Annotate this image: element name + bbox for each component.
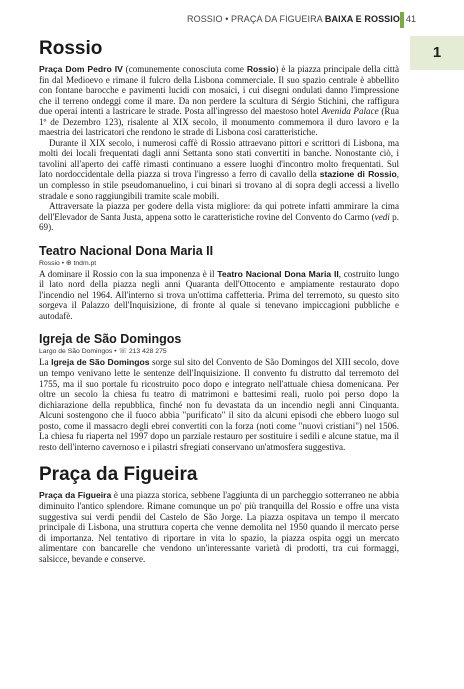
main-content — [39, 30, 399, 564]
figueira-paragraph: Praça da Figueira è una piazza storica, sebbene l'aggiunta di un parcheggio sotterraneo ne abbia diminuito l'antico splendore. Rimane comunque un po' più tranquilla del Rossio e offre una vista suggestiva sui verdi pendii del Castelo de São Jorge. La piazza ospitava un tempo il mercato principale di Lisbona, una struttura coperta che venne demolita nel 1950 quando il mercato perse di importanza. Nel tentativo di riportare in vita lo spazio, la piazza ospita oggi un mercato alimentare con bancarelle che vendono un'interessante varietà di prodotti, tra cui formaggi, salsicce, bevande e conserve. — [39, 490, 399, 564]
rossio-paragraph-1: Praça Dom Pedro IV (comunemente conosciuta come Rossio) è la piazza principale della città fin dal Medioevo e rimane il fulcro della Lisbona commerciale. Il suo spazio centrale è abbellito con fontane barocche e pavimenti lucidi con mosaici, i cui disegni ondulati danno l'impressione che il terreno ondeggi come il mare. Da non perdere la scultura di Sérgio Stichini, che raffigura due operai intenti a lastricare le strade. Posta all'ingresso del maestoso hotel Avenida Palace (Rua 1º de Dezembro 123), risalente al XIX secolo, il monumento commemora il duro lavoro e la maestria dei lastricatori che rendono le strade di Lisbona così caratteristiche. — [39, 64, 400, 138]
rossio-paragraph-2: Durante il XIX secolo, i numerosi caffè di Rossio attraevano pittori e scrittori di Lisbona, ma molti dei locali frequentati dagli anni Settanta sono stati convertiti in banche. Nonostante ciò, i tavolini all'aperto dei caffè rimasti continuano a essere luoghi d'incontro molto frequentati. Sul lato nordoccidentale della piazza si trova l'ingresso a ferro di cavallo della stazione di Rossio, un complesso in stile pseudomanuelino, i cui binari si trovano al di sopra degli accessi a livello stradale e sono raggiungibili tramite scale mobili. — [39, 137, 400, 201]
teatro-paragraph: A dominare il Rossio con la sua imponenza è il Teatro Nacional Dona Maria II, costruito lungo il lato nord della piazza negli anni Quaranta dell'Ottocento e ampiamente restaurato dopo l'incendio nel 1964. All'interno si trova un'ottima caffetteria. Prima del terremoto, su questo sito sorgeva il Palazzo dell'Inquisizione, di fronte al quale si tenevano impiccagioni pubbliche e autodafè. — [39, 268, 399, 321]
chapter-tab — [410, 36, 464, 70]
running-head-chapter: BAIXA E ROSSIO — [324, 14, 400, 24]
igreja-address: Largo de São Domingos • ☏ 213 428 275 — [39, 348, 167, 356]
section-title-rossio: Rossio — [39, 38, 103, 59]
section-title-figueira: Praça da Figueira — [39, 464, 198, 486]
accent-bar — [400, 12, 404, 28]
section-title-igreja: Igreja de São Domingos — [39, 332, 182, 347]
running-head-section: ROSSIO • PRAÇA DA FIGUEIRA — [187, 14, 323, 24]
teatro-address: Rossio • ⊕ tndm.pt — [39, 259, 97, 267]
igreja-paragraph: La Igreja de São Domingos sorge sul sito del Convento de São Domingos del XIII secolo, dove un tempo venivano lette le sentenze dell'Inquisizione. Il convento fu distrutto dal terremoto del 1755, ma il suo portale fu ricostruito poco dopo e integrato nell'attuale chiesa domenicana. Per oltre un secolo la chiesa fu teatro di matrimoni e battesimi reali, ruolo poi perso dopo la dichiarazione della repubblica, finché non fu devastata da un incendio negli anni Cinquanta. Alcuni sostengono che il fuoco abbia "purificato" il sito da alcuni episodi che ebbero luogo sul posto, come il massacro degli ebrei convertiti con la forza (noti come "nuovi cristiani") nel 1506. La chiesa fu riaperta nel 1997 dopo un parziale restauro per sostituire i sedili e alcune statue, ma il resto dell'interno cavernoso e i pilastri sfregiati conservano un'atmosfera suggestiva. — [39, 357, 399, 452]
chapter-tab-number: 1 — [432, 44, 442, 61]
page-number: 41 — [406, 14, 417, 24]
rossio-paragraph-3: Attraversate la piazza per godere della vista migliore: da qui potrete infatti ammirare la cima dell'Elevador de Santa Justa, appena sotto le caratteristiche rovine del Convento do Carmo (vedi p. 69). — [39, 201, 399, 233]
section-title-teatro: Teatro Nacional Dona Maria II — [39, 243, 214, 258]
running-head — [0, 14, 400, 24]
